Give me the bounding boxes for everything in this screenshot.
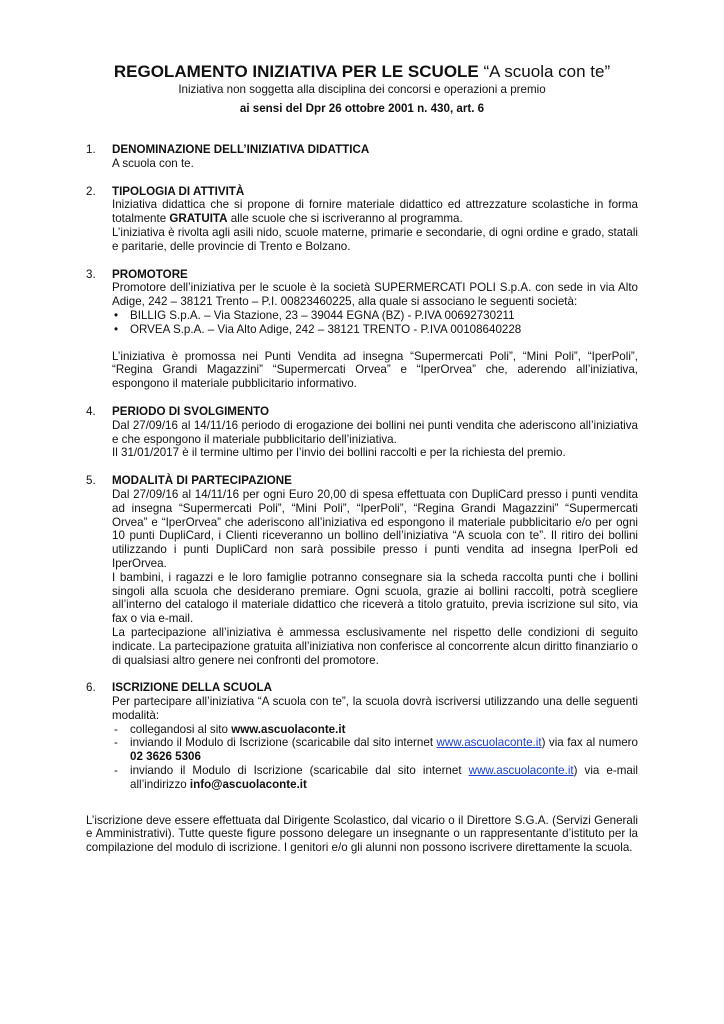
text-run: inviando il Modulo di Iscrizione (scaricabile dal sito internet xyxy=(130,736,437,750)
dash-icon: - xyxy=(114,722,118,736)
section-3 xyxy=(86,268,638,391)
document-body xyxy=(86,143,638,855)
section-number: 2. xyxy=(86,184,96,198)
list-item-text: ORVEA S.p.A. – Via Alto Adige, 242 – 38121 TRENTO - P.IVA 00108640228 xyxy=(130,322,522,336)
section-paragraph: Per partecipare all’iniziativa “A scuola con te”, la scuola dovrà iscriversi utilizzando una delle seguenti modalità: xyxy=(112,695,638,722)
section-text: A scuola con te. xyxy=(112,156,194,170)
email-address: info@ascuolaconte.it xyxy=(189,777,307,791)
list-item xyxy=(112,323,638,337)
document-subtitle-legal: ai sensi del Dpr 26 ottobre 2001 n. 430, art. 6 xyxy=(239,102,485,115)
section-title: PROMOTORE xyxy=(112,267,188,281)
section-paragraph: Dal 27/09/16 al 14/11/16 per ogni Euro 20,00 di spesa effettuata con DupliCard presso i punti vendita ad insegna “Supermercati Poli”, “Mini Poli”, “IperPoli”, “Regina Grandi Magazzini” “Supermercati Orvea” e “IperOrvea” che aderiscono all’iniziativa ed espongono il materiale pubblicitario e/o per ogni 10 punti DupliCard, i Clienti riceveranno un bollino dell’iniziativa “A scuola con te”. Il ritiro dei bollini utilizzando i punti DupliCard non sarà possibile presso i punti vendita ad insegna IperPoli ed IperOrvea. xyxy=(112,487,638,570)
section-5 xyxy=(86,474,638,667)
title-rest: “A scuola con te” xyxy=(483,62,611,81)
section-number: 1. xyxy=(86,143,96,156)
bullet-icon: • xyxy=(114,308,119,322)
document-header xyxy=(0,61,724,116)
closing-paragraph: L’iscrizione deve essere effettuata dal Dirigente Scolastico, dal vicario o il Direttore S.G.A. (Servizi Generali e Amministrativi). Tutte queste figure possono delegare un insegnante o un rappresentante d’istituto per la compilazione del modulo di iscrizione. I genitori e/o gli alunni non possono iscrivere direttamente la scuola. xyxy=(86,813,638,855)
section-2 xyxy=(86,185,638,254)
text-bold: GRATUITA xyxy=(169,212,228,226)
section-number: 3. xyxy=(86,267,96,281)
list-item xyxy=(112,736,638,764)
bullet-icon: • xyxy=(114,322,119,336)
section-title: DENOMINAZIONE DELL’INIZIATIVA DIDATTICA xyxy=(112,143,370,156)
section-paragraph: Dal 27/09/16 al 14/11/16 periodo di erogazione dei bollini nei punti vendita che aderiscono all’iniziativa e che espongono il materiale pubblicitario dell’iniziativa. xyxy=(112,418,638,446)
text-run: alle scuole che si iscriveranno al programma. xyxy=(227,212,463,226)
website-link[interactable]: www.ascuolaconte.it xyxy=(436,736,542,750)
website-address: www.ascuolaconte.it xyxy=(231,722,346,736)
text-run: ) via e-mail all’indirizzo xyxy=(130,764,638,791)
section-paragraph: Il 31/01/2017 è il termine ultimo per l’invio dei bollini raccolti e per la richiesta del premio. xyxy=(112,446,566,460)
fax-number: 02 3626 5306 xyxy=(130,750,201,764)
list-item-text: BILLIG S.p.A. – Via Stazione, 23 – 39044 EGNA (BZ) - P.IVA 00692730211 xyxy=(130,308,515,322)
section-title: MODALITÀ DI PARTECIPAZIONE xyxy=(112,474,292,488)
document-title xyxy=(0,61,724,82)
company-list xyxy=(112,309,638,337)
website-link[interactable]: www.ascuolaconte.it xyxy=(468,764,574,778)
section-number: 4. xyxy=(86,404,96,418)
title-bold: REGOLAMENTO INIZIATIVA PER LE SCUOLE xyxy=(113,62,479,81)
section-6 xyxy=(86,681,638,791)
section-number: 5. xyxy=(86,474,96,488)
text-run: inviando il Modulo di Iscrizione (scaricabile dal sito internet xyxy=(130,764,469,778)
section-paragraph xyxy=(112,198,638,226)
text-run: collegandosi al sito xyxy=(130,722,232,736)
section-paragraph: L’iniziativa è rivolta agli asili nido, scuole materne, primarie e secondarie, di ogni ordine e grado, statali e paritarie, delle provincie di Trento e Bolzano. xyxy=(112,225,638,253)
section-paragraph: Promotore dell’iniziativa per le scuole è la società SUPERMERCATI POLI S.p.A. con sede in via Alto Adige, 242 – 38121 Trento – P.I. 00823460225, alla quale si associano le seguenti società: xyxy=(112,281,638,309)
section-1 xyxy=(86,143,638,171)
text-run: ) via fax al numero xyxy=(541,736,638,750)
section-paragraph: L’iniziativa è promossa nei Punti Vendita ad insegna “Supermercati Poli”, “Mini Poli”, “IperPoli”, “Regina Grandi Magazzini” “Supermercati Orvea” e “IperOrvea” che, aderendo all’iniziativa, espongono il materiale pubblicitario informativo. xyxy=(112,349,638,391)
section-title: ISCRIZIONE DELLA SCUOLA xyxy=(112,681,272,695)
section-title: PERIODO DI SVOLGIMENTO xyxy=(112,404,269,418)
list-item xyxy=(112,764,638,792)
text-run: Iniziativa didattica che si propone di fornire materiale didattico ed attrezzature scolastiche in forma totalmente xyxy=(112,198,638,226)
document-subtitle: Iniziativa non soggetta alla disciplina dei concorsi e operazioni a premio xyxy=(178,83,546,96)
section-4 xyxy=(86,405,638,460)
registration-methods-list xyxy=(112,723,638,792)
dash-icon: - xyxy=(114,764,118,778)
section-paragraph: La partecipazione all’iniziativa è ammessa esclusivamente nel rispetto delle condizioni di seguito indicate. La partecipazione gratuita all’iniziativa non conferisce al concorrente alcun diritto finanziario o di qualsiasi altro genere nei confronti del promotore. xyxy=(112,625,638,667)
section-paragraph: I bambini, i ragazzi e le loro famiglie potranno consegnare sia la scheda raccolta punti che i bollini singoli alla scuola che desiderano premiare. Ogni scuola, grazie ai bollini raccolti, potrà scegliere all’interno del catalogo il materiale didattico che riceverà a titolo gratuito, previa iscrizione sul sito, via fax o via e-mail. xyxy=(112,570,638,626)
section-number: 6. xyxy=(86,681,96,695)
dash-icon: - xyxy=(114,736,118,750)
list-item xyxy=(112,723,638,737)
section-title: TIPOLOGIA DI ATTIVITÀ xyxy=(112,184,245,198)
list-item xyxy=(112,309,638,323)
